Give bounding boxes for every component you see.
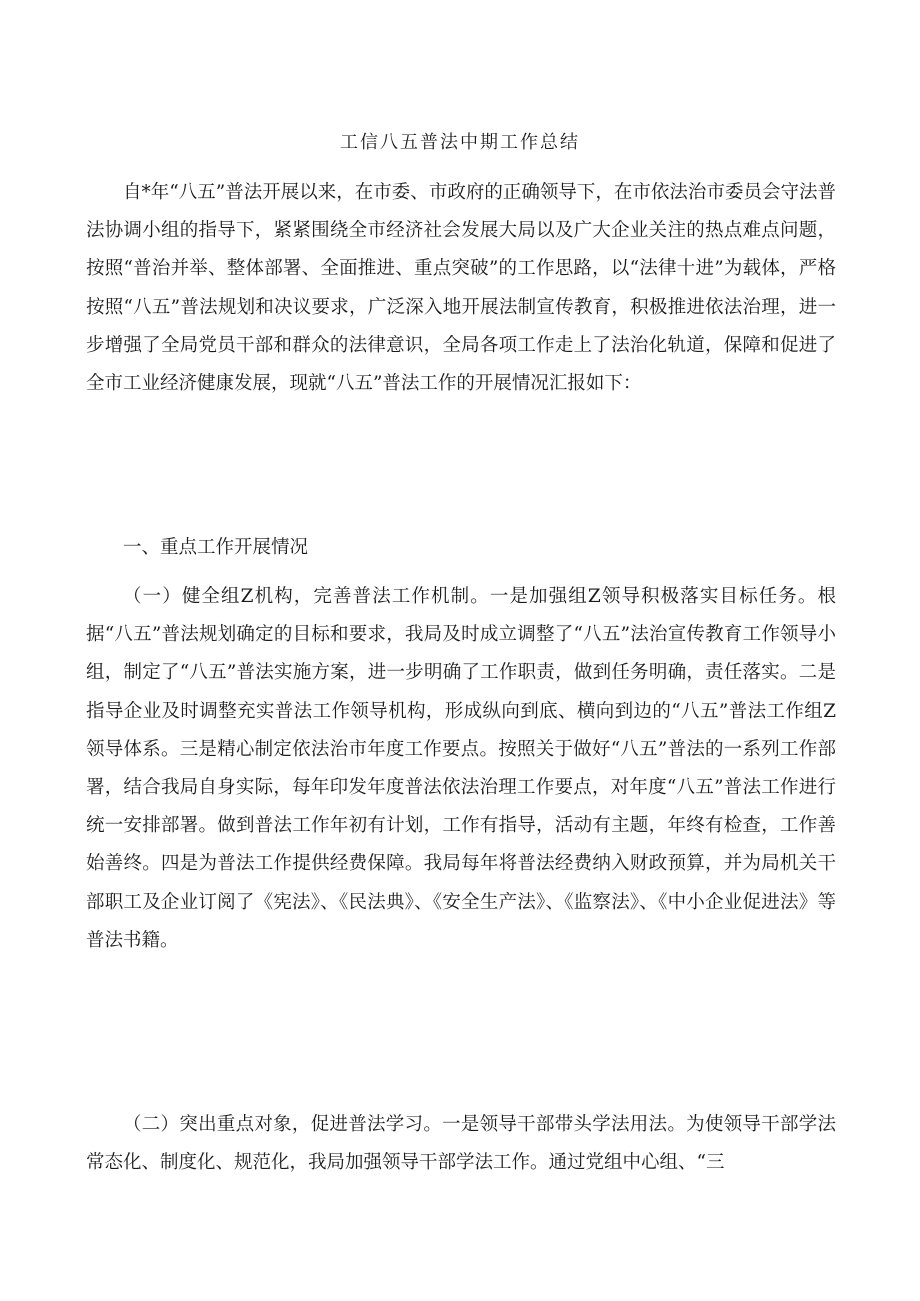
section-heading: 一、重点工作开展情况 <box>123 537 309 558</box>
intro-paragraph: 自*年“八五”普法开展以来，在市委、市政府的正确领导下，在市依法治市委员会守法普法协调小组的指导下，紧紧围绕全市经济社会发展大局以及广大企业关注的热点难点问题，按照“普治并举、整体部署、全面推进、重点突破”的工作思路，以“法律十进”为载体，严格按照“八五”普法规划和决议要求，广泛深入地开展法制宣传教育，积极推进依法治理，进一步增强了全局党员干部和群众的法律意识，全局各项工作走上了法治化轨道，保障和促进了全市工业经济健康发展，现就“八五”普法工作的开展情况汇报如下： <box>86 182 836 395</box>
document-title: 工信八五普法中期工作总结 <box>340 132 580 153</box>
subsection-1-paragraph: （一）健全组Z机构，完善普法工作机制。一是加强组Z领导积极落实目标任务。根据“八五”普法规划确定的目标和要求，我局及时成立调整了“八五”法治宣传教育工作领导小组，制定了“八五”普法实施方案，进一步明确了工作职责，做到任务明确，责任落实。二是指导企业及时调整充实普法工作领导机构，形成纵向到底、横向到边的“八五”普法工作组Z领导体系。三是精心制定依法治市年度工作要点。按照关于做好“八五”普法的一系列工作部署，结合我局自身实际，每年印发年度普法依法治理工作要点，对年度“八五”普法工作进行统一安排部署。做到普法工作年初有计划，工作有指导，活动有主题，年终有检查，工作善始善终。四是为普法工作提供经费保障。我局每年将普法经费纳入财政预算，并为局机关干部职工及企业订阅了《宪法》、《民法典》、《安全生产法》、《监察法》、《中小企业促进法》等普法书籍。 <box>86 586 836 951</box>
subsection-2-paragraph: （二）突出重点对象，促进普法学习。一是领导干部带头学法用法。为使领导干部学法常态化、制度化、规范化，我局加强领导干部学法工作。通过党组中心组、“三 <box>86 1114 836 1174</box>
